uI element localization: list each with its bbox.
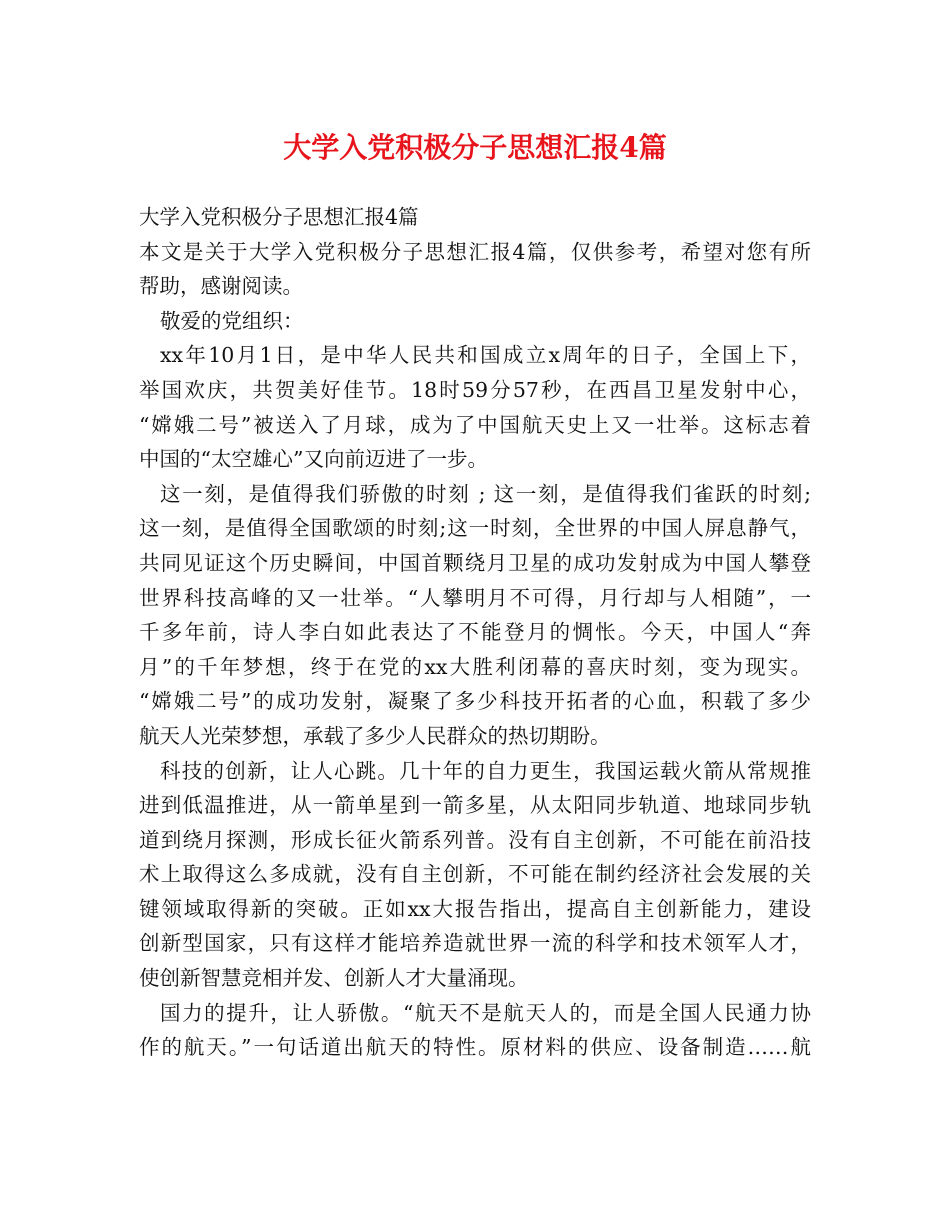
text-line: 使创新智慧竞相并发、创新人才大量涌现。 — [139, 966, 529, 991]
document-title: 大学入党积极分子思想汇报4篇 — [283, 131, 667, 164]
text-line: 帮助，感谢阅读。 — [139, 274, 303, 299]
text-line: 创新型国家，只有这样才能培养造就世界一流的科学和技术领军人才， — [139, 931, 811, 956]
subtitle-line: 大学入党积极分子思想汇报4篇 — [139, 205, 419, 229]
text-line: 术上取得这么多成就，没有自主创新，不可能在制约经济社会发展的关 — [139, 862, 811, 887]
text-line: 进到低温推进，从一箭单星到一箭多星，从太阳同步轨道、地球同步轨 — [139, 793, 811, 818]
text-line: 键领域取得新的突破。正如xx大报告指出，提高自主创新能力，建设 — [139, 896, 811, 921]
text-line: 道到绕月探测，形成长征火箭系列普。没有自主创新，不可能在前沿技 — [139, 827, 811, 852]
text-line: 中国的“太空雄心”又向前迈进了一步。 — [139, 447, 488, 472]
text-line: 月”的千年梦想，终于在党的xx大胜利闭幕的喜庆时刻，变为现实。 — [139, 654, 811, 679]
paragraph-start-line: 这一刻，是值得我们骄傲的时刻 ; 这一刻，是值得我们雀跃的时刻; — [160, 481, 811, 506]
text-line: 作的航天。”一句话道出航天的特性。原材料的供应、设备制造……航 — [139, 1035, 811, 1060]
text-line: 航天人光荣梦想，承载了多少人民群众的热切期盼。 — [139, 723, 611, 748]
paragraph-start-line: 科技的创新，让人心跳。几十年的自力更生，我国运载火箭从常规推 — [160, 758, 811, 783]
paragraph-start-line: 国力的提升，让人骄傲。“航天不是航天人的，而是全国人民通力协 — [160, 1000, 811, 1025]
text-line: 这一刻，是值得全国歌颂的时刻;这一时刻，全世界的中国人屏息静气， — [139, 516, 811, 541]
text-line: 世界科技高峰的又一壮举。“人攀明月不可得，月行却与人相随”，一 — [139, 585, 811, 610]
salutation-line: 敬爱的党组织： — [160, 308, 304, 333]
paragraph-start-line: xx年10月1日，是中华人民共和国成立x周年的日子，全国上下， — [160, 343, 811, 368]
text-line: 本文是关于大学入党积极分子思想汇报4篇，仅供参考，希望对您有所 — [139, 239, 811, 264]
text-line: “嫦娥二号”被送入了月球，成为了中国航天史上又一壮举。这标志着 — [139, 412, 811, 437]
document-body — [139, 200, 811, 1065]
text-line: 举国欢庆，共贺美好佳节。18时59分57秒，在西昌卫星发射中心， — [139, 377, 811, 402]
text-line: 共同见证这个历史瞬间，中国首颗绕月卫星的成功发射成为中国人攀登 — [139, 550, 811, 575]
text-line: 千多年前，诗人李白如此表达了不能登月的惆怅。今天，中国人“奔 — [139, 620, 811, 645]
text-line: “嫦娥二号”的成功发射，凝聚了多少科技开拓者的心血，积载了多少 — [139, 689, 811, 714]
